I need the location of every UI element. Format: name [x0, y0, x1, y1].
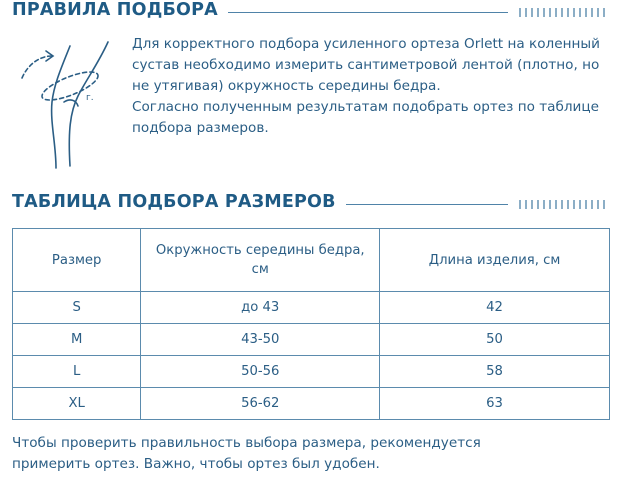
table-row	[13, 292, 610, 324]
table-section-title: ТАБЛИЦА ПОДБОРА РАЗМЕРОВ	[12, 192, 336, 212]
rules-text-block	[132, 34, 610, 174]
header-rule-line	[228, 12, 508, 13]
size-table	[12, 228, 610, 420]
header-rule-line-2	[346, 204, 508, 205]
table-header-cell: Окружность середины бедра, см	[141, 229, 380, 292]
table-cell-circumference: до 43	[141, 292, 380, 324]
table-cell-size: S	[13, 292, 141, 324]
table-section-header	[12, 192, 610, 212]
table-cell-circumference: 56-62	[141, 388, 380, 420]
rules-section-header	[12, 0, 610, 20]
footnote-line-2: примерить ортез. Важно, чтобы ортез был удобен.	[12, 456, 380, 472]
dotted-rule-decoration-2	[518, 199, 610, 210]
footnote	[12, 433, 610, 475]
table-cell-length: 63	[380, 388, 610, 420]
rules-content	[12, 34, 610, 174]
rules-section-title: ПРАВИЛА ПОДБОРА	[12, 0, 218, 20]
table-header-cell: Длина изделия, см	[380, 229, 610, 292]
footnote-line-1: Чтобы проверить правильность выбора размера, рекомендуется	[12, 435, 481, 451]
table-cell-length: 42	[380, 292, 610, 324]
rules-paragraph-2: Согласно полученным результатам подобрать ортез по таблице подбора размеров.	[132, 99, 600, 136]
table-row	[13, 388, 610, 420]
table-cell-circumference: 50-56	[141, 356, 380, 388]
table-cell-size: M	[13, 324, 141, 356]
table-header-cell: Размер	[13, 229, 141, 292]
table-header-row	[13, 229, 610, 292]
table-cell-size: XL	[13, 388, 141, 420]
svg-text:г.: г.	[86, 93, 94, 103]
knee-measurement-figure	[12, 34, 132, 174]
rules-paragraph-1: Для корректного подбора усиленного ортеза Orlett на коленный сустав необходимо измерить сантиметровой лентой (плотно, но не утягивая) окружность середины бедра.	[132, 36, 600, 94]
table-row	[13, 356, 610, 388]
table-cell-size: L	[13, 356, 141, 388]
table-row	[13, 324, 610, 356]
table-cell-circumference: 43-50	[141, 324, 380, 356]
table-cell-length: 50	[380, 324, 610, 356]
dotted-rule-decoration	[518, 7, 610, 18]
table-cell-length: 58	[380, 356, 610, 388]
size-table-wrapper	[12, 228, 610, 420]
